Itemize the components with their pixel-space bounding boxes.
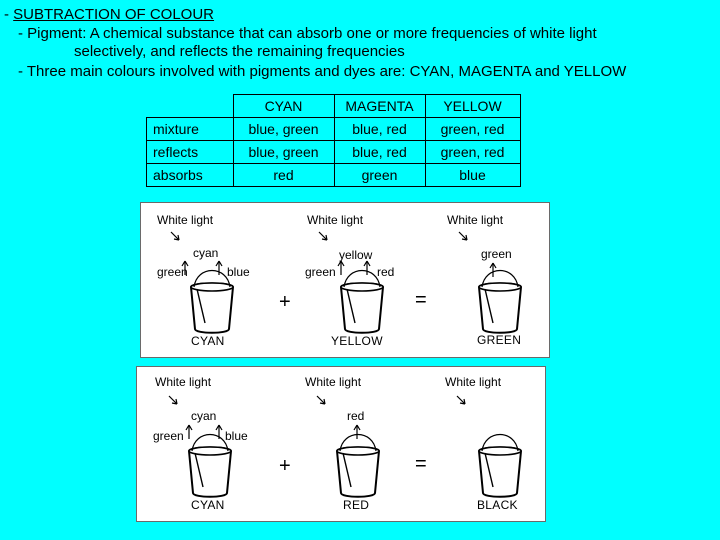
bucket-name-label: GREEN (477, 333, 522, 347)
reflected-colour-label: green (481, 247, 512, 261)
bucket-icon (341, 271, 383, 333)
heading-prefix: - (4, 6, 14, 23)
table-cell: green (334, 164, 425, 187)
reflected-colour-label: yellow (339, 248, 373, 262)
bucket-name-label: BLACK (477, 498, 518, 512)
bucket-icon (189, 435, 231, 497)
table-cell: blue, green (233, 118, 334, 141)
pigment-table (146, 94, 521, 187)
page-title: SUBTRACTION OF COLOUR (13, 6, 215, 23)
reflected-colour-label: blue (225, 429, 248, 443)
pigment-definition: - Pigment: A chemical substance that can absorb one or more frequencies of white light (18, 25, 597, 42)
diagonal-arrow-icon (317, 396, 325, 404)
bucket-icon (479, 271, 521, 333)
equals-operator: = (415, 453, 427, 475)
main-colours-text: - Three main colours involved with pigments and dyes are: CYAN, MAGENTA and YELLOW (18, 63, 627, 80)
pigment-definition-cont: selectively, and reflects the remaining frequencies (74, 43, 405, 60)
reflected-colour-label: red (377, 265, 395, 279)
white-light-label: White light (447, 213, 504, 227)
col-header-magenta: MAGENTA (334, 95, 425, 118)
reflected-colour-label: cyan (193, 246, 219, 260)
bucket-name-label: CYAN (191, 334, 225, 348)
row-label-mixture: mixture (147, 118, 234, 141)
col-header-cyan: CYAN (233, 95, 334, 118)
table-cell: red (233, 164, 334, 187)
plus-operator: + (279, 455, 291, 477)
white-light-label: White light (445, 375, 502, 389)
table-header-row (147, 95, 521, 118)
bucket-name-label: RED (343, 498, 370, 512)
plus-operator: + (279, 291, 291, 313)
up-arrow-icon (490, 263, 496, 277)
reflected-colour-label: green (157, 265, 188, 279)
white-light-label: White light (307, 213, 364, 227)
white-light-label: White light (155, 375, 212, 389)
reflected-colour-label: green (153, 429, 184, 443)
diagram-cyan-plus-red (136, 366, 546, 522)
table-cell: blue, red (334, 141, 425, 164)
bucket-name-label: YELLOW (331, 334, 383, 348)
heading (4, 6, 214, 24)
table-row (147, 164, 521, 187)
up-arrow-icon (338, 261, 344, 275)
table-row (147, 141, 521, 164)
diagonal-arrow-icon (459, 232, 467, 240)
table-cell: green, red (425, 141, 520, 164)
diagram-cyan-plus-yellow (140, 202, 550, 358)
equals-operator: = (415, 289, 427, 311)
up-arrow-icon (186, 425, 192, 439)
row-label-absorbs: absorbs (147, 164, 234, 187)
table-row (147, 118, 521, 141)
bucket-name-label: CYAN (191, 498, 225, 512)
table-cell: blue, green (233, 141, 334, 164)
up-arrow-icon (364, 261, 370, 275)
table-cell: blue, red (334, 118, 425, 141)
table-cell: blue (425, 164, 520, 187)
diagonal-arrow-icon (171, 232, 179, 240)
up-arrow-icon (354, 425, 360, 439)
bucket-icon (479, 435, 521, 497)
reflected-colour-label: cyan (191, 409, 217, 423)
row-label-reflects: reflects (147, 141, 234, 164)
reflected-colour-label: red (347, 409, 365, 423)
diagonal-arrow-icon (319, 232, 327, 240)
bucket-icon (191, 271, 233, 333)
white-light-label: White light (157, 213, 214, 227)
table-corner (147, 95, 234, 118)
reflected-colour-label: green (305, 265, 336, 279)
bucket-icon (337, 435, 379, 497)
col-header-yellow: YELLOW (425, 95, 520, 118)
diagonal-arrow-icon (169, 396, 177, 404)
reflected-colour-label: blue (227, 265, 250, 279)
white-light-label: White light (305, 375, 362, 389)
table-cell: green, red (425, 118, 520, 141)
diagonal-arrow-icon (457, 396, 465, 404)
